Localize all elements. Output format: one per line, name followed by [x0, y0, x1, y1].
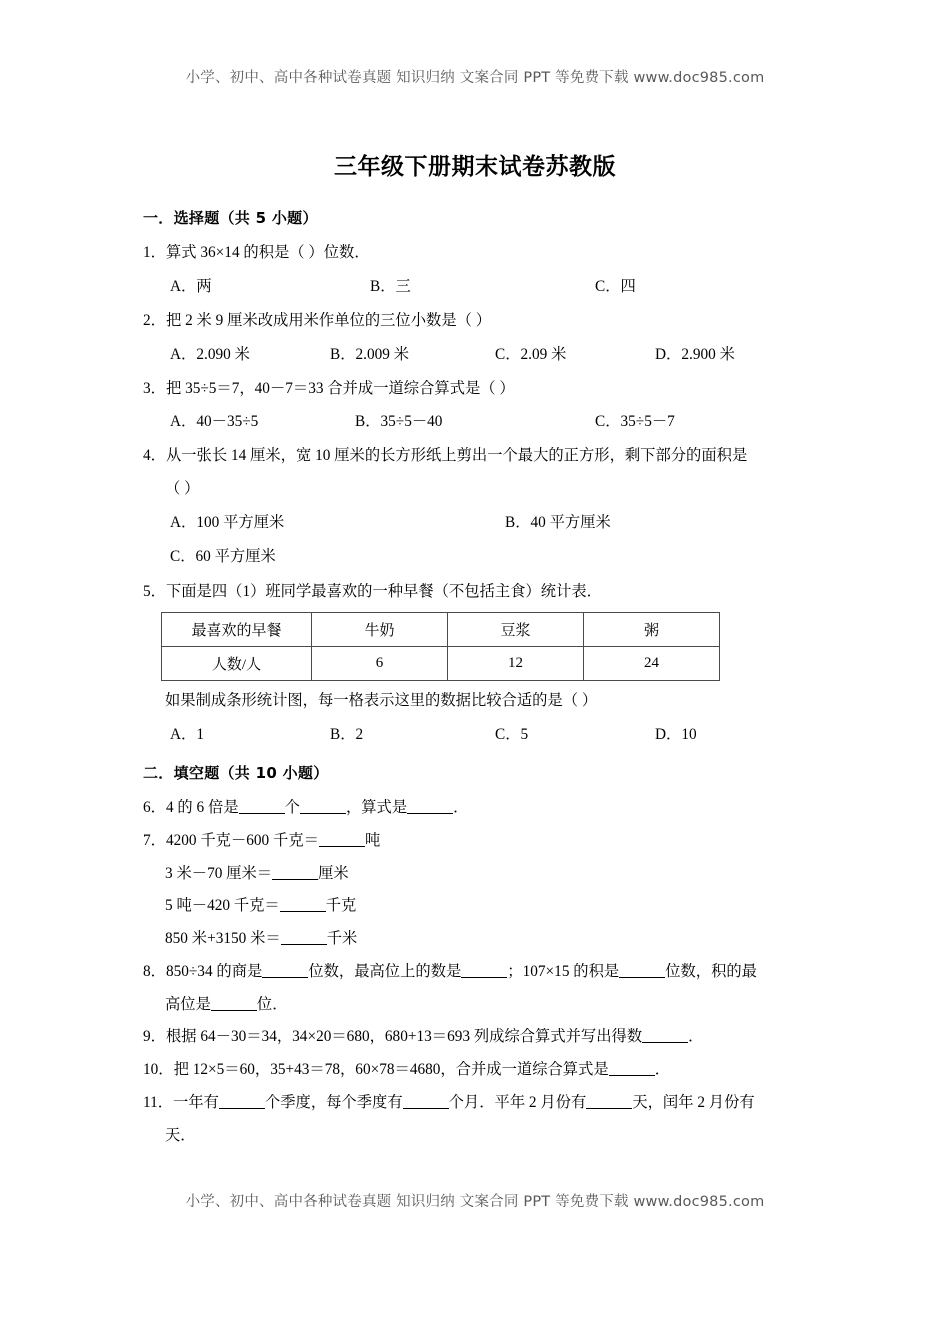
question-10-text-2: ．: [654, 1061, 670, 1079]
question-7-line3-text: 5 吨－420 千克＝: [165, 897, 280, 915]
page-title: 三年级下册期末试卷苏教版: [334, 154, 616, 180]
question-1: [143, 241, 823, 266]
question-8-text-2: 位数，最高位上的数是: [308, 962, 462, 980]
question-2-stem: 把 2 米 9 厘米改成用米作单位的三位小数是（ ）: [165, 311, 492, 329]
question-8-cont-text-1: 高位是: [165, 995, 211, 1013]
question-4: [143, 444, 823, 469]
question-2-option-c[interactable]: C．2.09 米: [495, 345, 567, 363]
question-8: [143, 960, 823, 985]
question-3-number: 3．: [143, 379, 166, 397]
question-7-blank-3[interactable]: [280, 896, 326, 912]
question-7: [143, 829, 823, 854]
question-3-options: [143, 409, 823, 435]
question-1-number: 1．: [143, 244, 166, 261]
question-9-blank-1[interactable]: [642, 1027, 688, 1043]
question-3-stem: 把 35÷5＝7，40－7＝33 合并成一道综合算式是（ ）: [165, 379, 515, 397]
question-9: [143, 1025, 823, 1050]
question-11-text-1: 一年有: [173, 1094, 219, 1112]
exam-content: [143, 207, 823, 1157]
question-8-blank-3[interactable]: [619, 962, 665, 978]
question-6-text-2: 个: [284, 799, 300, 817]
question-4-stem-continued: （ ）: [165, 480, 200, 498]
question-2-option-a[interactable]: A．2.090 米: [170, 345, 250, 363]
question-5-stem: 下面是四（1）班同学最喜欢的一种早餐（不包括主食）统计表．: [165, 582, 602, 600]
question-8-text-1: 850÷34 的商是: [165, 962, 263, 980]
breakfast-statistics-table-wrapper: [161, 612, 823, 681]
question-11-text-3: 个月．平年 2 月份有: [448, 1094, 587, 1112]
question-8-blank-1[interactable]: [262, 962, 308, 978]
question-7-line2-text: 3 米－70 厘米＝: [165, 864, 273, 882]
section-heading-fill-blank: 二．填空题（共 10 小题）: [143, 764, 329, 783]
question-4-stem: 从一张长 14 厘米，宽 10 厘米的长方形纸上剪出一个最大的正方形，剩下部分的面积是: [165, 447, 748, 465]
question-7-line4-text: 850 米+3150 米＝: [165, 930, 281, 948]
table-cell-soymilk-count: 12: [448, 647, 584, 681]
question-11: [143, 1091, 823, 1116]
question-8-number: 8．: [143, 962, 166, 980]
question-4-number: 4．: [143, 447, 166, 465]
question-10: [143, 1058, 823, 1083]
question-7-blank-1[interactable]: [319, 831, 365, 847]
question-9-text-1: 根据 64－30＝34，34×20＝680，680+13＝693 列成综合算式并写出得数: [165, 1028, 643, 1046]
question-4-option-c[interactable]: C．60 平方厘米: [170, 547, 276, 565]
question-7-blank-2[interactable]: [272, 863, 318, 879]
question-11-number: 11．: [143, 1094, 174, 1112]
question-5-option-d[interactable]: D．10: [655, 726, 697, 744]
question-5-option-c[interactable]: C．5: [495, 726, 529, 744]
question-8-blank-4[interactable]: [211, 994, 257, 1010]
question-4-options: [143, 510, 823, 536]
question-9-text-2: ．: [688, 1028, 704, 1046]
question-7-line3-unit: 千克: [325, 897, 357, 915]
question-5-options: [143, 722, 823, 748]
question-9-number: 9．: [143, 1028, 166, 1046]
question-11-text-2: 个季度，每个季度有: [264, 1094, 403, 1112]
question-8-continued: [143, 993, 823, 1018]
question-2-number: 2．: [143, 311, 166, 329]
question-8-text-3: ；107×15 的积是: [507, 962, 620, 980]
question-11-blank-1[interactable]: [219, 1093, 265, 1109]
question-3-option-c[interactable]: C．35÷5－7: [595, 413, 675, 431]
question-1-options: [143, 274, 823, 300]
question-1-stem: 算式 36×14 的积是（ ）位数．: [165, 244, 370, 261]
question-3-option-b[interactable]: B．35÷5－40: [355, 413, 443, 431]
question-7-line2-unit: 厘米: [318, 864, 349, 882]
question-7-blank-4[interactable]: [281, 929, 327, 945]
question-1-option-c[interactable]: C．四: [595, 277, 636, 295]
question-3-option-a[interactable]: A．40－35÷5: [170, 413, 259, 431]
question-7-line2: [143, 862, 823, 887]
question-5-option-b[interactable]: B．2: [330, 726, 364, 744]
question-7-line1-text: 4200 千克－600 千克＝: [165, 831, 319, 849]
question-2-options: [143, 342, 823, 368]
question-4-option-b[interactable]: B．40 平方厘米: [505, 513, 611, 531]
question-5-number: 5．: [143, 582, 166, 600]
question-6-text-3: ，算式是: [345, 799, 408, 817]
table-header-milk: 牛奶: [312, 613, 448, 647]
question-7-line4-unit: 千米: [326, 930, 358, 948]
question-7-line1-unit: 吨: [364, 831, 381, 849]
table-row: [162, 613, 720, 647]
question-2-option-d[interactable]: D．2.900 米: [655, 345, 735, 363]
question-8-cont-text-2: 位．: [256, 995, 288, 1013]
question-6-number: 6．: [143, 799, 166, 817]
question-2-option-b[interactable]: B．2.009 米: [330, 345, 410, 363]
watermark-footer: 小学、初中、高中各种试卷真题 知识归纳 文案合同 PPT 等免费下载 www.doc985.com: [185, 1194, 765, 1210]
table-header-soymilk: 豆浆: [448, 613, 584, 647]
question-11-blank-3[interactable]: [586, 1093, 632, 1109]
question-7-line3: [143, 894, 823, 919]
question-6-blank-2[interactable]: [300, 798, 346, 814]
table-header-porridge: 粥: [584, 613, 720, 647]
question-5-followup: 如果制成条形统计图，每一格表示这里的数据比较合适的是（ ）: [165, 692, 598, 710]
question-10-number: 10．: [143, 1061, 174, 1079]
table-header-category: 最喜欢的早餐: [162, 613, 312, 647]
question-11-blank-2[interactable]: [403, 1093, 449, 1109]
question-1-option-a[interactable]: A．两: [170, 277, 212, 295]
question-4-option-a[interactable]: A．100 平方厘米: [170, 513, 285, 531]
question-10-text-1: 把 12×5＝60，35+43＝78，60×78＝4680，合并成一道综合算式是: [173, 1061, 609, 1079]
question-1-option-b[interactable]: B．三: [370, 277, 411, 295]
question-6-text-1: 4 的 6 倍是: [165, 799, 239, 817]
question-8-blank-2[interactable]: [461, 962, 507, 978]
question-7-line4: [143, 927, 823, 952]
table-row: [162, 647, 720, 681]
question-6-blank-3[interactable]: [407, 798, 453, 814]
table-cell-count-label: 人数/人: [162, 647, 312, 681]
section-heading-choice: 一．选择题（共 5 小题）: [143, 209, 318, 227]
watermark-header: 小学、初中、高中各种试卷真题 知识归纳 文案合同 PPT 等免费下载 www.doc985.com: [185, 70, 765, 86]
question-6-blank-1[interactable]: [239, 798, 285, 814]
question-11-continued: 天．: [165, 1126, 196, 1144]
breakfast-statistics-table: [161, 612, 720, 681]
question-6: [143, 796, 823, 821]
question-3: [143, 377, 823, 402]
question-2: [143, 309, 823, 334]
table-cell-milk-count: 6: [312, 647, 448, 681]
question-8-text-4: 位数，积的最: [665, 962, 757, 980]
question-10-blank-1[interactable]: [609, 1060, 655, 1076]
question-6-text-4: ．: [453, 799, 469, 817]
question-5-option-a[interactable]: A．1: [170, 726, 204, 744]
question-11-text-4: 天，闰年 2 月份有: [632, 1094, 755, 1112]
question-7-number: 7．: [143, 831, 166, 849]
table-cell-porridge-count: 24: [584, 647, 720, 681]
question-5: [143, 580, 823, 605]
